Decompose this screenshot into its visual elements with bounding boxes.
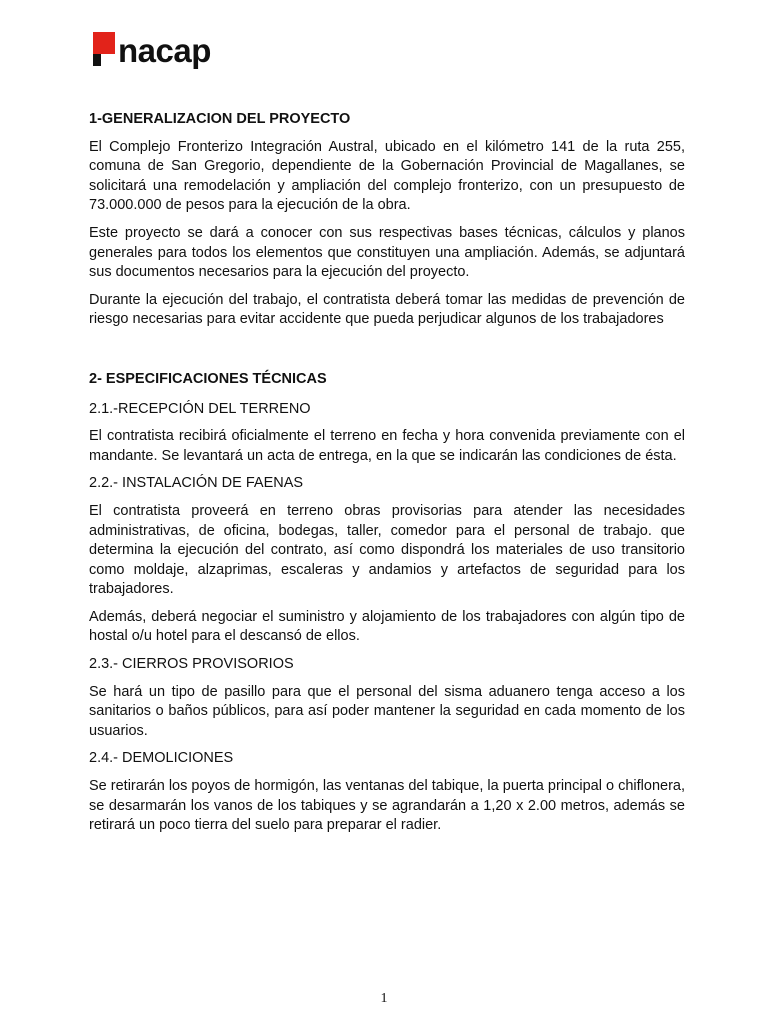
logo-mark-icon — [93, 32, 115, 66]
paragraph: Se hará un tipo de pasillo para que el personal del sisma aduanero tenga acceso a los sanitarios o baños públicos, para así poder mantener la seguridad en cada momento de los usuarios. — [89, 683, 685, 739]
section-1-title: 1-GENERALIZACION DEL PROYECTO — [89, 111, 351, 127]
subsection-title: 2.4.- DEMOLICIONES — [89, 750, 234, 767]
paragraph: El Complejo Fronterizo Integración Austral, ubicado en el kilómetro 141 de la ruta 255, comuna de San Gregorio, dependiente de la Gobernación Provincial de Magallanes, se solicitará una remodelación y ampliación del complejo fronterizo, con un presupuesto de 73.000.000 de pesos para la ejecución de la obra. — [89, 138, 685, 214]
subsection-title: 2.2.- INSTALACIÓN DE FAENAS — [89, 475, 304, 492]
subsection-title: 2.1.-RECEPCIÓN DEL TERRENO — [89, 400, 311, 417]
inacap-logo — [93, 31, 211, 67]
subsection-title: 2.3.- CIERROS PROVISORIOS — [89, 656, 294, 673]
paragraph: Se retirarán los poyos de hormigón, las ventanas del tabique, la puerta principal o chiflonera, se desarmarán los vanos de los tabiques y se agrandarán a 1,20 x 2.00 metros, además se retirará un poco tierra del suelo para preparar el radier. — [89, 778, 685, 834]
paragraph: Durante la ejecución del trabajo, el contratista deberá tomar las medidas de prevención de riesgo necesarias para evitar accidente que pueda perjudicar algunos de los trabajadores — [89, 291, 685, 328]
paragraph: Además, deberá negociar el suministro y alojamiento de los trabajadores con algún tipo de hostal o/u hotel para el descansó de ellos. — [89, 608, 685, 645]
paragraph: El contratista proveerá en terreno obras provisorias para atender las necesidades administrativas, de oficina, bodegas, taller, comedor para el personal de trabajo. que determina la ejecución del contrato, así como dispondrá los materiales de uso transitorio como moldaje, alzaprimas, escaleras y andamios y artefactos de seguridad para los trabajadores. — [89, 502, 685, 598]
paragraph: Este proyecto se dará a conocer con sus respectivas bases técnicas, cálculos y planos generales para todos los elementos que constituyen una ampliación. Además, se adjuntará sus documentos necesarios para la ejecución del proyecto. — [89, 224, 685, 281]
logo-text: nacap — [118, 32, 211, 69]
section-2-title: 2- ESPECIFICACIONES TÉCNICAS — [89, 370, 327, 387]
page-number: 1 — [380, 991, 388, 1006]
paragraph: El contratista recibirá oficialmente el terreno en fecha y hora convenida previamente con el mandante. Se levantará un acta de entrega, en la que se indicarán las condiciones de ésta. — [89, 428, 685, 464]
document-body — [89, 110, 685, 836]
